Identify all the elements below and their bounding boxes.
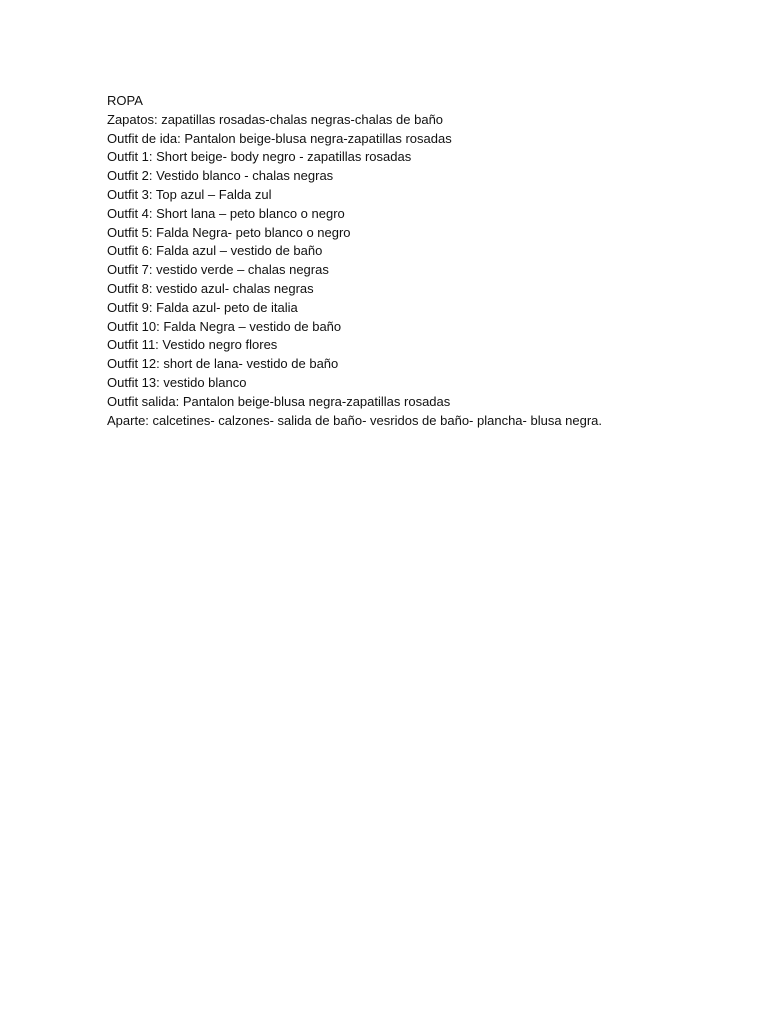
text-line-outfit-1: Outfit 1: Short beige- body negro - zapatillas rosadas [107, 149, 412, 165]
text-line-outfit-8: Outfit 8: vestido azul- chalas negras [107, 280, 314, 296]
text-line-outfit-6: Outfit 6: Falda azul – vestido de baño [107, 243, 323, 259]
text-line-outfit-13: Outfit 13: vestido blanco [107, 374, 247, 390]
text-line-outfit-2: Outfit 2: Vestido blanco - chalas negras [107, 168, 334, 184]
document-title: ROPA [107, 93, 143, 108]
text-line-outfit-4: Outfit 4: Short lana – peto blanco o negro [107, 205, 345, 221]
text-line-outfit-7: Outfit 7: vestido verde – chalas negras [107, 262, 329, 278]
text-line-outfit-12: Outfit 12: short de lana- vestido de baño [107, 356, 339, 372]
text-line-aparte: Aparte: calcetines- calzones- salida de baño- vesridos de baño- plancha- blusa negra. [107, 412, 603, 428]
text-line-outfit-10: Outfit 10: Falda Negra – vestido de baño [107, 318, 342, 334]
text-line-outfit-ida: Outfit de ida: Pantalon beige-blusa negra-zapatillas rosadas [107, 130, 452, 146]
text-line-zapatos: Zapatos: zapatillas rosadas-chalas negras-chalas de baño [107, 111, 444, 127]
text-line-outfit-3: Outfit 3: Top azul – Falda zul [107, 186, 272, 202]
document-body [107, 92, 747, 430]
text-line-outfit-11: Outfit 11: Vestido negro flores [107, 337, 278, 353]
text-line-outfit-5: Outfit 5: Falda Negra- peto blanco o negro [107, 224, 351, 240]
text-line-outfit-9: Outfit 9: Falda azul- peto de italia [107, 299, 298, 315]
text-line-outfit-salida: Outfit salida: Pantalon beige-blusa negra-zapatillas rosadas [107, 393, 451, 409]
